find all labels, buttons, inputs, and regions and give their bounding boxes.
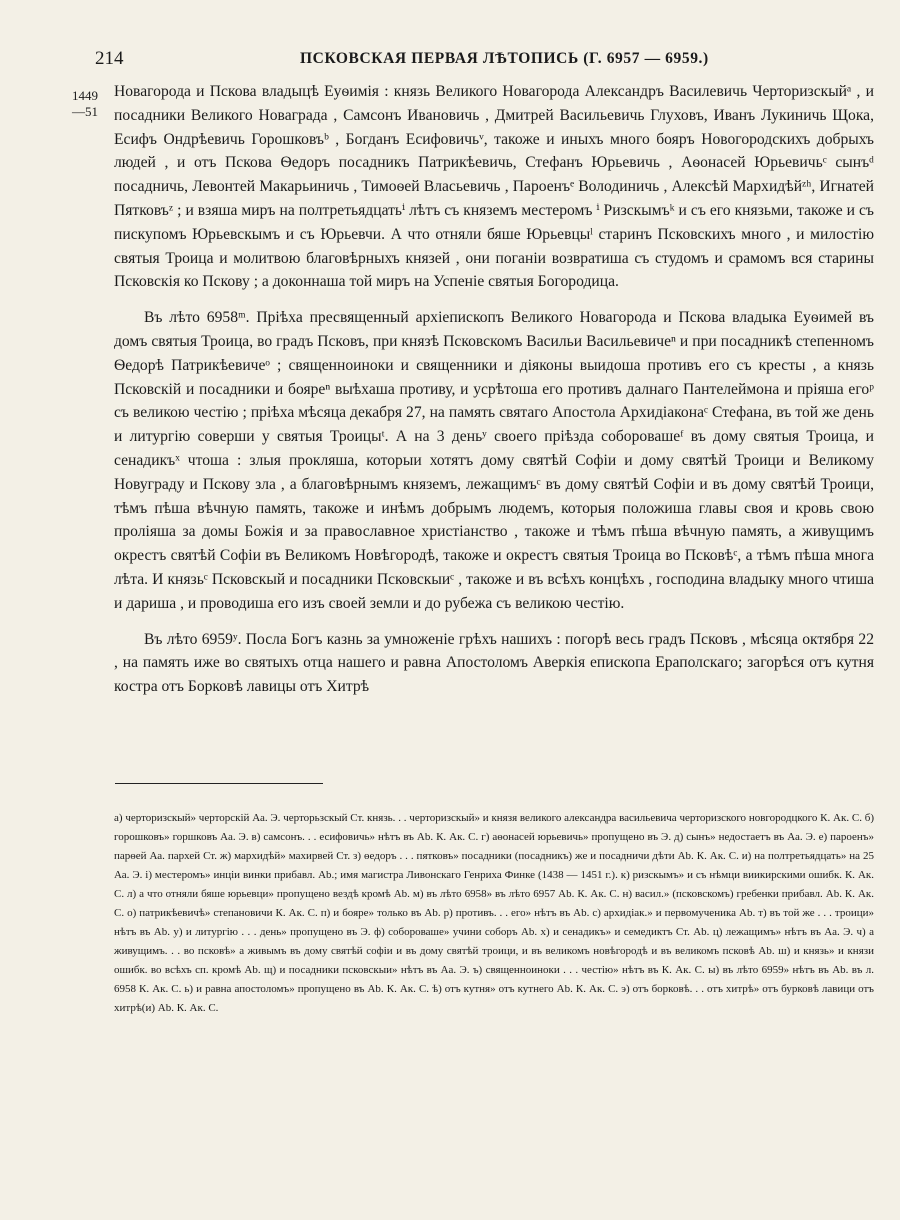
chronicle-text: [114, 80, 874, 711]
page-header: [95, 48, 865, 72]
year-range: 1449 —51: [72, 88, 98, 119]
footnote-text: а) черторизскый» черторскій Аа. Э. черторьзскый Ст. князь. . . черторизскый» и князя великого александра васильевича черторизского новгородцкого К. Ак. С. б) горошковъ» горшковъ Аа. Э. в) самсонъ. . . есифовичь» нѣтъ въ Аb. К. Ак. С. г) аѳонасей юрьевичь» пропущено въ Э. д) сынъ» недостаетъ въ Аа. Э. е) пароенъ» парѳей Аа. пархей Ст. ж) мархидѣй» махирвей Ст. з) ѳедоръ . . . пятковъ» посадники (посадникъ) же и посадничи дѣти Аb. К. Ак. С. и) на полтретьядцать» на 25 Аа. Э. і) местеромъ» инціи винки прибавл. Аb.; имя магистра Ливонскаго Генриха Финке (1438 — 1451 г.). к) ризскымъ» и съ нѣмци виикирскими ошибк. К. Ак. С. л) а что отняли бяше юрьевци» пропущено вездѣ кромѣ Аb. м) въ лѣто 6958» въ лѣто 6957 Аb. К. Ак. С. н) васил.» (псковскомъ) гребенки прибавл. Аb. К. Ак. С. о) патрикѣевичѣ» степановичи К. Ак. С. п) и бояре» только въ Аb. р) противъ. . . его» нѣтъ въ Аb. с) архидіак.» и первомученика Аb. т) въ той же . . . троици» нѣтъ въ Аb. у) и литургію . . . день» пропущено въ Э. ф) собороваше» учини соборъ Аb. х) и сенадикъ» и семедиктъ Ст. Аb. ц) лежащимъ» нѣтъ въ Аа. Э. ч) а живущимъ. . . во псковѣ» а живымъ въ дому святѣй софіи и въ дому святѣй троици, и въ великомъ новѣгородѣ и въ великомъ псковѣ Аb. ш) и князь» и князи ошибк. во всѣхъ сп. кромѣ Аb. щ) и посадники псковскыи» нѣтъ въ Аа. Э. ъ) священноиноки . . . честію» нѣтъ въ К. Ак. С. ы) въ лѣто 6959» нѣтъ въ Аb. въ л. 6958 К. Ак. С. ь) и равна апостоломъ» пропущено въ Аb. К. Ак. С. ѣ) отъ кутня» отъ кутнего Аb. К. Ак. С. э) отъ борковѣ. . . отъ хитрѣ» отъ бурковѣ лавици отъ хитрѣ(и) Аb. К. Ак. С.: [114, 812, 874, 1014]
running-title: ПСКОВСКАЯ ПЕРВАЯ ЛѢТОПИСЬ (Г. 6957 — 6959.): [300, 50, 709, 67]
page-number: 214: [95, 48, 124, 69]
footnote-rule: [115, 783, 323, 784]
footnotes: [114, 809, 874, 1018]
paragraph: Въ лѣто 6959ʸ. Посла Богъ казнь за умноженіе грѣхъ нашихъ : погорѣ весь градъ Псковъ , мѣсяца октября 22 , на память иже во святыхъ отца нашего и равна Апостоломъ Аверкія епископа Ераполскаго; загорѣся отъ кутня костра отъ Борковѣ лавицы отъ Хитрѣ: [114, 630, 874, 696]
paragraph: Въ лѣто 6958ᵐ. Пріѣха пресвященный архіепископъ Великого Новагорода и Пскова владыка Еуѳимей въ домъ святыя Троица, во градъ Псковъ, при князѣ Псковскомъ Васильи Васильевичеⁿ и при посадникѣ степенномъ Ѳедорѣ Патрикѣевичеᵒ ; священноиноки и священники и діяконы выидоша противъ его съ кресты , а князь Псковскій и посадники и бояреⁿ выѣхаша противу, и усрѣтоша его противъ далнаго Пантелеймона и пріяша егоᵖ съ великою честію ; пріѣха мѣсяца декабря 27, на память святаго Апостола Архидіаконаᶜ Стефана, въ той же день и литургію соверши у святыя Троицыᵗ. А на 3 деньʸ своего пріѣзда соборовашеᶠ въ дому святыя Троица, и сенадикъˣ чтоша : злыя прокляша, которыи хотятъ дому святѣй Софіи и дому святѣй Троици и Великому Новуграду и Пскову зла , а благовѣрнымъ княземъ, лежащимъᶜ въ дому святѣй Софіи и въ дому святѣй Троици, тѣмъ пѣша вѣчную память, такоже и инѣмъ добрымъ людемъ, которыя положиша главы своя и кровь свою проліяша за домы Божія и за православное христіанство , такоже и тѣмъ пѣша вѣчную память, а живущимъ окрестъ святѣй Софіи въ Великомъ Новѣгородѣ, такоже и окрестъ святыя Троица во Псковѣᶜ, а тѣмъ пѣша многа лѣта. И князьᶜ Псковскый и посадники Псковскыиᶜ , такоже и въ всѣхъ концѣхъ , господина владыку много чтиша и дариша , и проводиша его изъ своей земли и до рубежа съ великою честію.: [114, 309, 874, 612]
paragraph: Новагорода и Пскова владыцѣ Еуѳимія : князь Великого Новагорода Александръ Василевичь Черторизскыйᵃ , и посадники Великого Новаграда , Самсонъ Ивановичь , Дмитрей Васильевичь Глуховъ, Иванъ Лукиничь Щока, Есифъ Ондрѣевичь Горошковъᵇ , Богданъ Есифовичьᵛ, такоже и иныхъ много бояръ Новогородскихъ добрыхъ людей , и отъ Пскова Ѳедоръ посадникъ Патрикѣевичь, Стефанъ Юрьевичь , Аѳонасей Юрьевичьᶜ сынъᵈ посадничь, Левонтей Макарьиничь , Тимоѳей Власьевичь , Пароенъᵉ Володиничь , Алексѣй Мархидѣйᶻʰ, Игнатей Пятковъᶻ ; и взяша миръ на полтретьядцатьⁱ лѣтъ съ княземъ местеромъ ⁱ Ризскымъᵏ и съ его князьми, такоже и съ пискупомъ Юрьевскымъ и съ Юрьевчи. А что отняли бяше Юрьевцыˡ старинъ Псковскихъ много , и милостію святыя Троица и молитвою благовѣрныхъ князей , они поганіи возвратиша съ студомъ и срамомъ вся старины Псковскія ко Пскову ; а доконнаша той миръ на Успеніе святыя Богородица.: [114, 83, 874, 291]
year-margin-note: [72, 88, 98, 120]
